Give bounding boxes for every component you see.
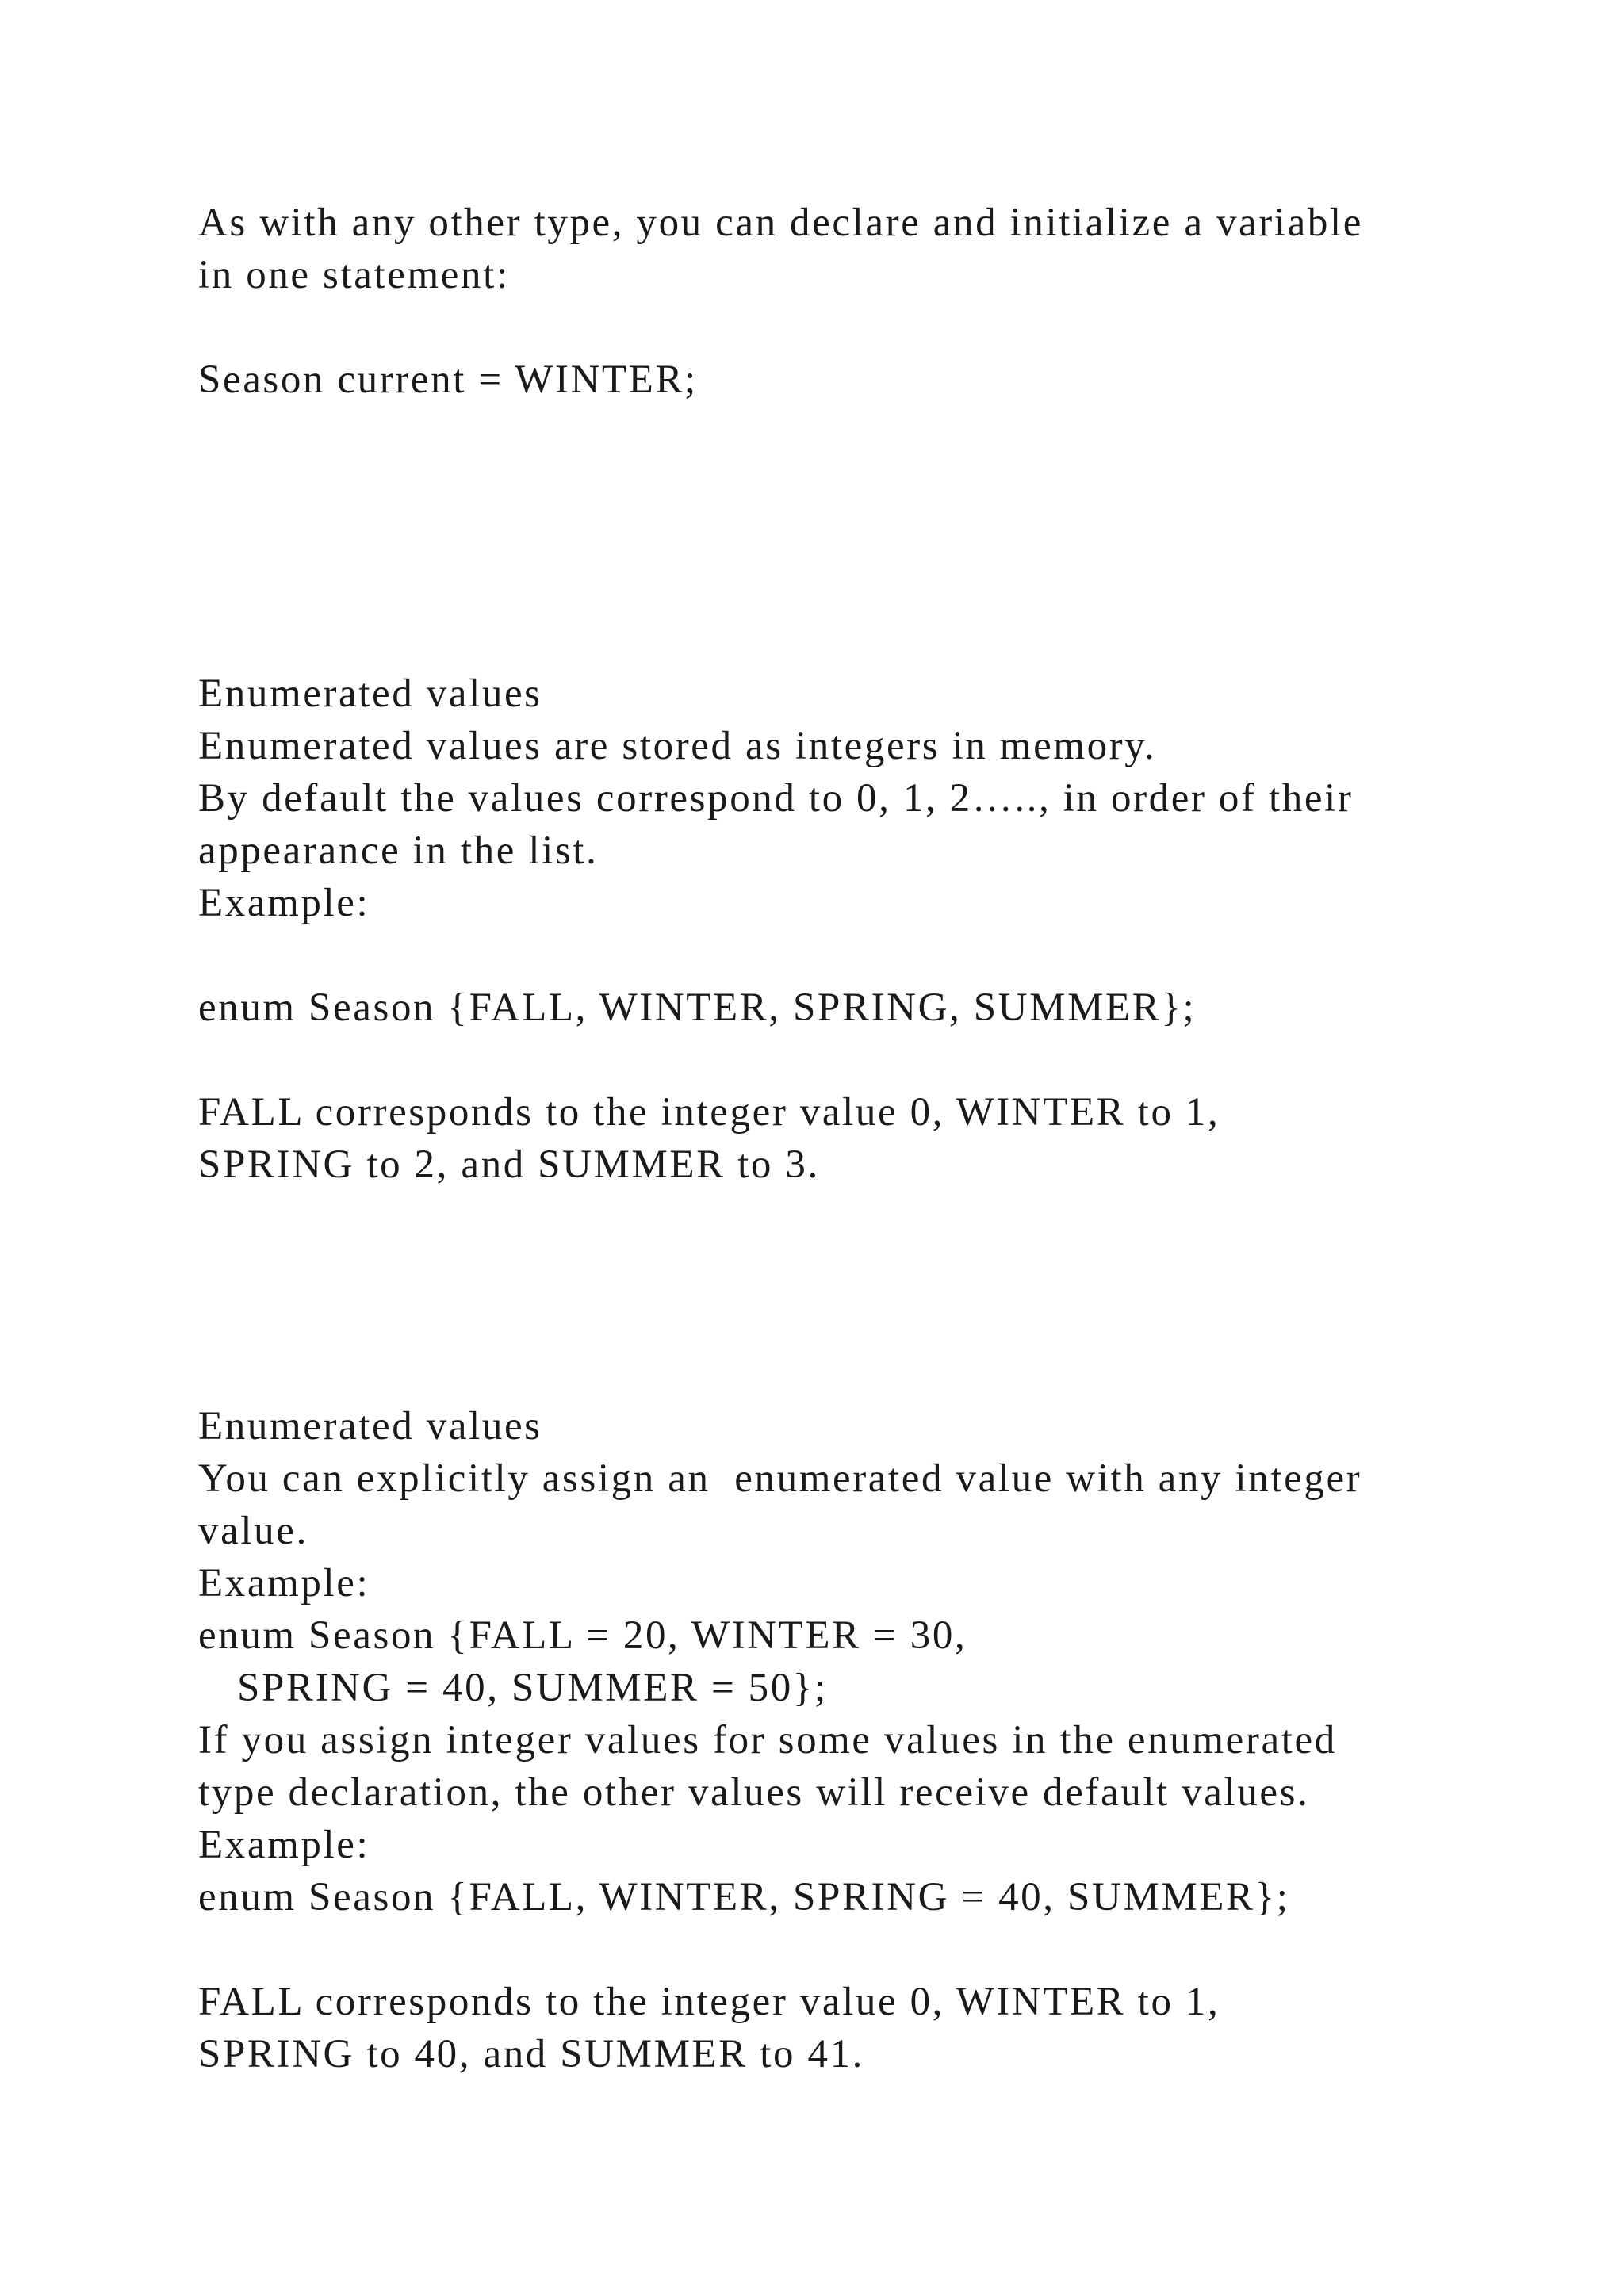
- body-text: SPRING to 40, and SUMMER to 41.: [198, 2032, 865, 2076]
- code-example: enum Season {FALL = 20, WINTER = 30,: [198, 1613, 967, 1658]
- body-text: By default the values correspond to 0, 1, 2….., in order of their: [198, 776, 1354, 821]
- code-example: SPRING = 40, SUMMER = 50};: [237, 1666, 828, 1710]
- body-text: Enumerated values are stored as integers in memory.: [198, 724, 1157, 768]
- code-example: enum Season {FALL, WINTER, SPRING, SUMMER};: [198, 985, 1197, 1030]
- example-label: Example:: [198, 1823, 370, 1867]
- section-heading: Enumerated values: [198, 672, 542, 716]
- body-text: SPRING to 2, and SUMMER to 3.: [198, 1142, 820, 1187]
- example-label: Example:: [198, 1561, 370, 1605]
- example-label: Example:: [198, 881, 370, 925]
- body-text: appearance in the list.: [198, 828, 599, 873]
- body-text: value.: [198, 1509, 308, 1553]
- body-text: FALL corresponds to the integer value 0, WINTER to 1,: [198, 1980, 1220, 2024]
- code-example: enum Season {FALL, WINTER, SPRING = 40, SUMMER};: [198, 1875, 1290, 1919]
- body-text: in one statement:: [198, 253, 510, 297]
- body-text: You can explicitly assign an enumerated value with any integer: [198, 1456, 1362, 1501]
- body-text: FALL corresponds to the integer value 0, WINTER to 1,: [198, 1090, 1220, 1135]
- body-text: type declaration, the other values will receive default values.: [198, 1770, 1310, 1815]
- code-example: Season current = WINTER;: [198, 358, 698, 402]
- body-text: If you assign integer values for some values in the enumerated: [198, 1718, 1337, 1762]
- section-heading: Enumerated values: [198, 1404, 542, 1448]
- body-text: As with any other type, you can declare and initialize a variable: [198, 201, 1363, 245]
